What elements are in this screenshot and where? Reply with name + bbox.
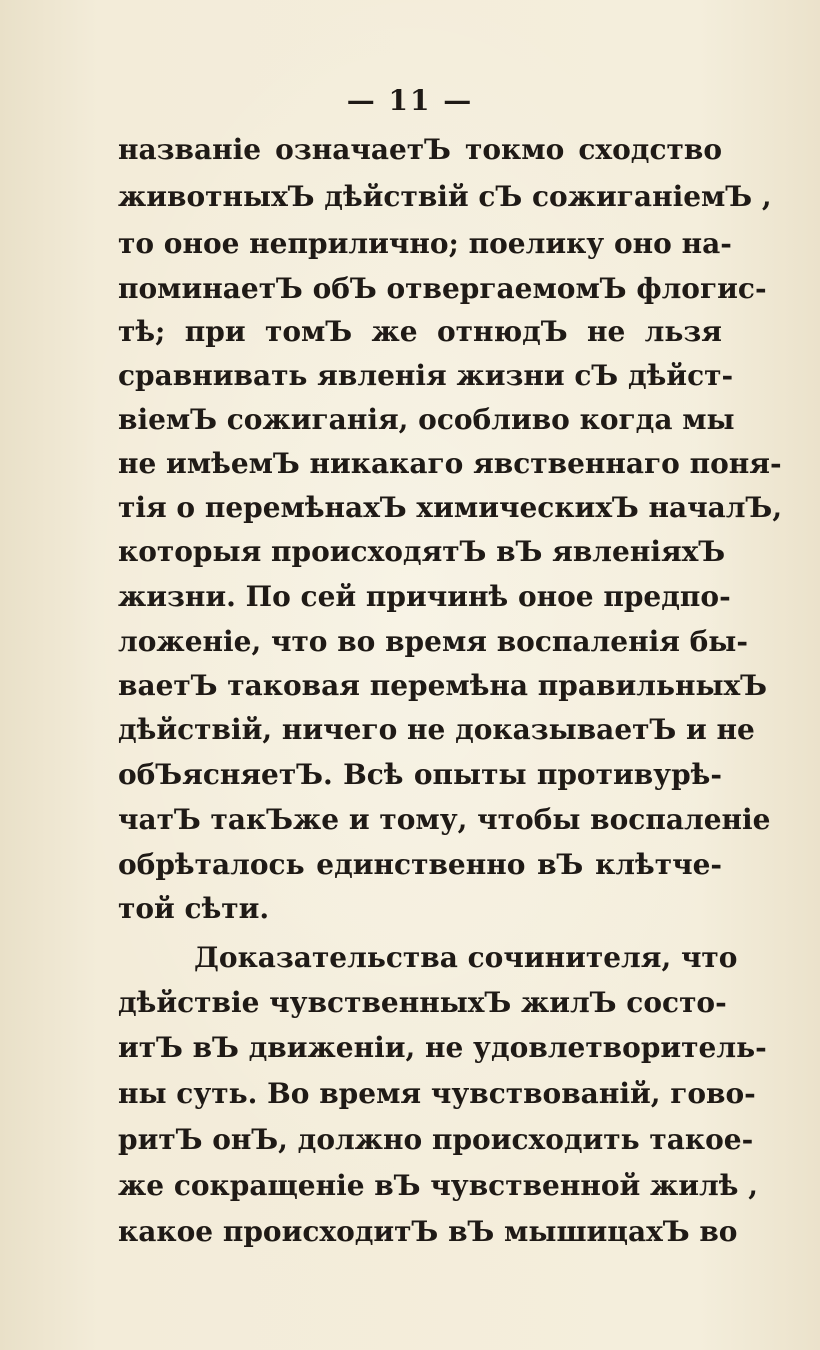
text-line: обЪясняетЪ. Всѣ опыты противурѣ- [118, 758, 722, 791]
text-line: той сѣти. [118, 892, 270, 925]
text-line: поминаетЪ обЪ отвергаемомЪ флогис- [118, 272, 767, 305]
text-line: же сокращеніе вЪ чувственной жилѣ , [118, 1169, 758, 1202]
text-line: не имѣемЪ никакаго явственнаго поня- [118, 447, 782, 480]
text-line: названіе означаетЪ токмо сходство [118, 133, 722, 166]
text-line: чатЪ такЪже и тому, чтобы воспаленіе [118, 803, 771, 836]
text-line: тія о перемѣнахЪ химическихЪ началЪ, [118, 491, 783, 524]
text-line: то оное неприлично; поелику оно на- [118, 227, 732, 260]
text-line: жизни. По сей причинѣ оное предпо- [118, 580, 731, 613]
text-line: ложеніе, что во время воспаленія бы- [118, 625, 748, 658]
text-line: ны суть. Во время чувствованій, гово- [118, 1077, 756, 1110]
text-line: Доказательства сочинителя, что [194, 941, 738, 974]
text-line: дѣйствій, ничего не доказываетЪ и не [118, 713, 755, 746]
text-line: ваетЪ таковая перемѣна правильныхЪ [118, 669, 768, 702]
text-line: віемЪ сожиганія, особливо когда мы [118, 403, 735, 436]
page-number: — 11 — [346, 84, 474, 117]
text-line: какое происходитЪ вЪ мышицахЪ во [118, 1215, 738, 1248]
text-line: которыя происходятЪ вЪ явленіяхЪ [118, 535, 726, 568]
text-line: животныхЪ дѣйствій сЪ сожиганіемЪ , [118, 180, 772, 213]
text-line: ритЪ онЪ, должно происходить такое- [118, 1123, 754, 1156]
text-line: сравнивать явленія жизни сЪ дѣйст- [118, 359, 734, 392]
text-line: тѣ; при томЪ же отнюдЪ не льзя [118, 315, 722, 348]
text-line: обрѣталось единственно вЪ клѣтче- [118, 848, 722, 881]
text-line: итЪ вЪ движеніи, не удовлетворитель- [118, 1031, 767, 1064]
text-line: дѣйствіе чувственныхЪ жилЪ состо- [118, 986, 727, 1019]
